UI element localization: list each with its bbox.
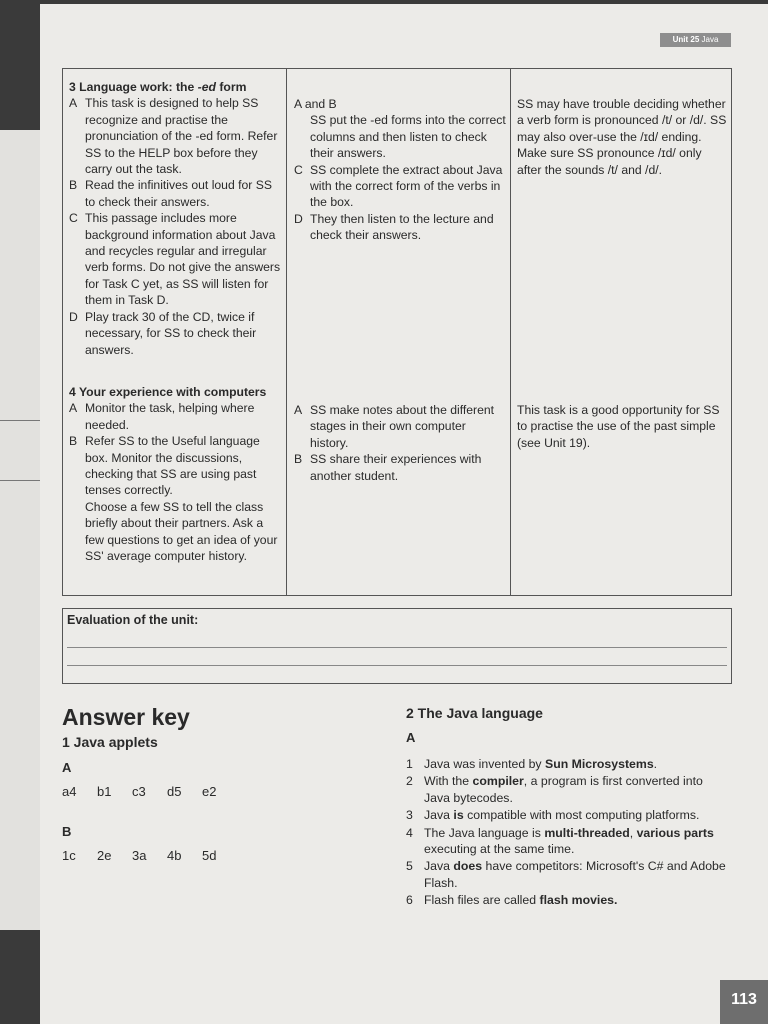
item-text: Read the infinitives out loud for SS to check their answers.: [85, 178, 272, 209]
task-label: A and B: [294, 97, 337, 111]
item-number: 6: [406, 893, 413, 908]
answer-key-1A-answers: [62, 784, 237, 799]
answer-key-list-item: [406, 773, 726, 806]
item-text: With the compiler, a program is first converted into Java bytecodes.: [424, 774, 703, 805]
item-text: Java is compatible with most computing platforms.: [424, 808, 700, 823]
item-label: D: [294, 211, 303, 226]
answer-key-list-item: [406, 858, 726, 891]
item-text: SS make notes about the different stages in their own computer history.: [310, 403, 495, 450]
section4-title: 4 Your experience with computers: [69, 385, 267, 399]
answer: 5d: [202, 848, 217, 863]
item-text: The Java language is multi-threaded, various parts executing at the same time.: [424, 825, 714, 857]
answer-key-2A-list: [406, 756, 726, 910]
adjacent-page-edge: [0, 130, 41, 930]
answer-key-list-item: [406, 756, 726, 772]
answer-key-list-item: [406, 825, 726, 858]
answer: b1: [97, 784, 112, 799]
evaluation-title: Evaluation of the unit:: [67, 613, 199, 627]
item-text: Flash files are called flash movies.: [424, 893, 618, 908]
answer-key-2A-label: A: [406, 730, 416, 745]
item-text: Java does have competitors: Microsoft's C# and Adobe Flash.: [424, 859, 726, 890]
unit-tag: Unit 25 Java: [660, 33, 731, 47]
section4-tips: This task is a good opportunity for SS to practise the use of the past simple (see Unit 19).: [517, 403, 720, 450]
item-text: SS share their experiences with another student.: [310, 452, 482, 483]
item-text: This passage includes more background information about Java and recycles regular and irregular verb forms. Do not give the answers for Task C yet, as SS will listen for them in Task D.: [85, 211, 281, 308]
item-label: D: [69, 309, 78, 324]
item-number: 3: [406, 808, 413, 823]
answer: 1c: [62, 848, 76, 863]
section4-task: [294, 451, 506, 484]
section3-task: [294, 162, 506, 211]
book-page: [40, 4, 768, 1024]
answer-key-section2-title: 2 The Java language: [406, 705, 543, 721]
item-label: B: [69, 178, 78, 193]
item-text: Refer SS to the Useful language box. Monitor the discussions, checking that SS are using past tenses correctly.: [85, 434, 260, 498]
item-text: They then listen to the lecture and check their answers.: [310, 211, 494, 243]
section4-item: [69, 433, 283, 499]
answer: c3: [132, 784, 146, 799]
section4-task: [294, 402, 506, 451]
section3-notes: [69, 79, 283, 358]
section3-item: [69, 95, 283, 177]
section3-item: [69, 210, 283, 308]
item-label: B: [69, 434, 78, 449]
item-label: [294, 112, 310, 161]
section3-item: [69, 309, 283, 358]
item-label: A: [69, 401, 78, 416]
section3-title: 3 Language work: the -ed form: [69, 80, 247, 94]
item-number: 4: [406, 825, 413, 840]
item-text: Play track 30 of the CD, twice if necessary, for SS to check their answers.: [85, 309, 257, 357]
item-number: 5: [406, 859, 413, 874]
item-text: Java was invented by Sun Microsystems.: [424, 757, 658, 771]
answer-key-1B-label: B: [62, 824, 72, 839]
section3-tips: SS may have trouble deciding whether a verb form is pronounced /t/ or /d/. SS may also over-use the /ɪd/ ending. Make sure SS pronounce /ɪd/ only after the sounds /t/ and /d/.: [517, 97, 727, 177]
answer-key-title: Answer key: [62, 704, 190, 730]
section4-student-tasks: [294, 402, 506, 484]
item-text: Monitor the task, helping where needed.: [85, 401, 255, 432]
answer: a4: [62, 784, 77, 799]
answer: 3a: [132, 848, 147, 863]
answer: e2: [202, 784, 217, 799]
section4-notes: 4 Your experience with computers A Monitor the task, helping where needed. B Refer SS to the Useful language box. Monitor the discussions, checking that SS are using past tenses correctly. Choose a few SS to tell the class briefly about their partners. Ask a few questions to get an idea of your SS' average computer history.: [69, 384, 283, 564]
item-text: This task is designed to help SS recognize and practise the pronunciation of the -ed form. Refer SS to the HELP box before they carry out the task.: [85, 96, 278, 177]
item-text: SS put the -ed forms into the correct columns and then listen to check their answers.: [310, 113, 506, 161]
item-label: C: [294, 162, 303, 177]
answer-key-1A-label: A: [62, 760, 72, 775]
answer-key-section1-title: 1 Java applets: [62, 734, 158, 750]
item-label: C: [69, 211, 78, 226]
section3-task: [294, 211, 506, 244]
section3-task: [294, 112, 506, 161]
item-number: 1: [406, 757, 413, 771]
answer-key-list-item: [406, 892, 726, 908]
section3-student-tasks: [294, 96, 506, 244]
teaching-notes-table: [62, 68, 732, 596]
answer: 2e: [97, 848, 112, 863]
item-label: B: [294, 452, 303, 467]
section4-item: [69, 400, 283, 433]
evaluation-box: [62, 608, 732, 684]
section3-item: [69, 177, 283, 210]
answer: d5: [167, 784, 182, 799]
item-text: SS complete the extract about Java with the correct form of the verbs in the box.: [310, 162, 503, 210]
answer-key-1B-answers: [62, 848, 237, 863]
page-number: 113: [720, 980, 768, 1024]
item-label: A: [294, 403, 303, 417]
answer: 4b: [167, 848, 182, 863]
item-number: 2: [406, 774, 413, 789]
answer-key-list-item: [406, 807, 726, 823]
item-label: A: [69, 96, 78, 111]
